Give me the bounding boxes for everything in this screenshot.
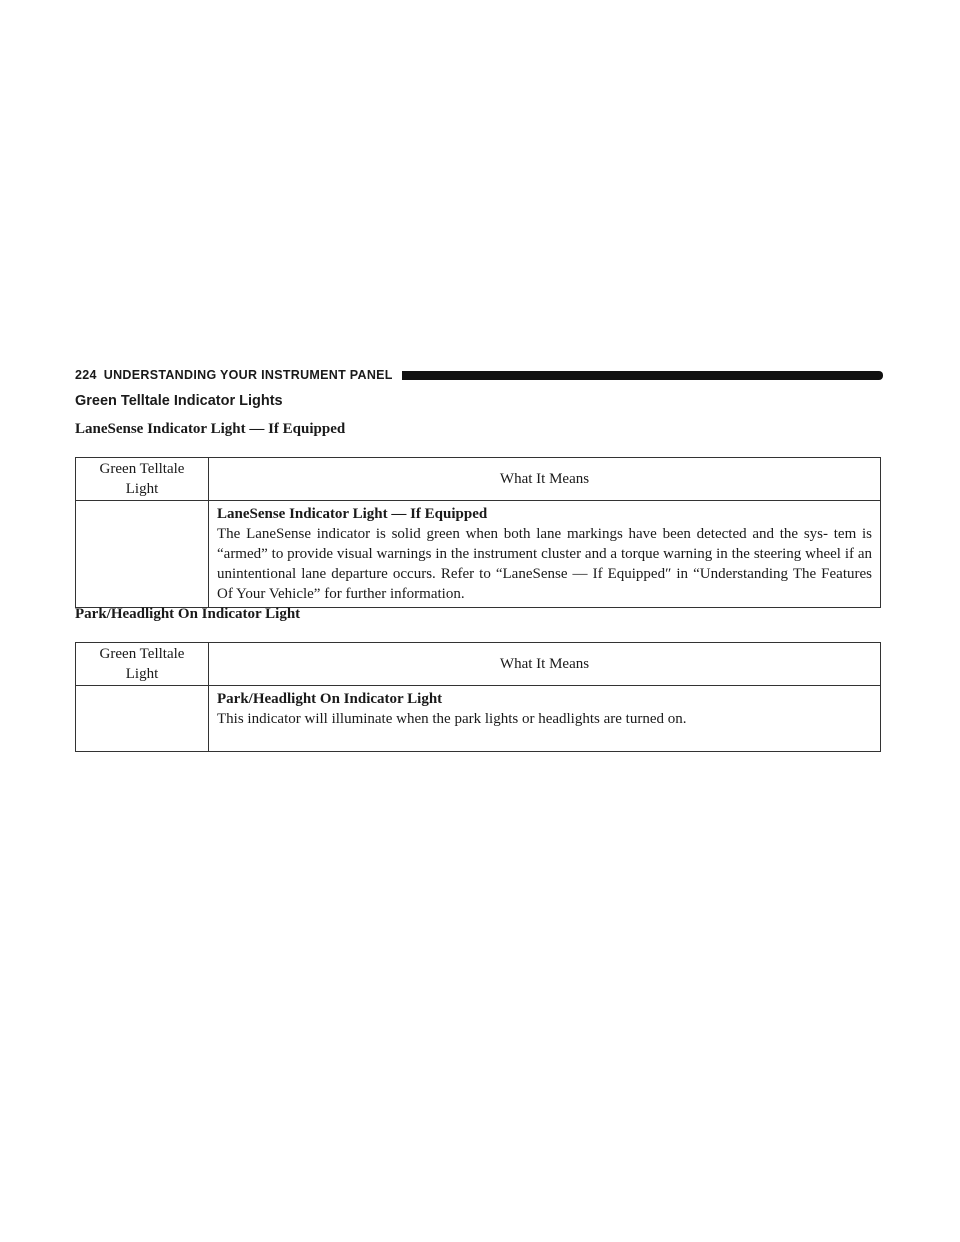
- entry-text: This indicator will illuminate when the park lights or headlights are turned on.: [217, 711, 687, 727]
- column-header-telltale: Green Telltale Light: [76, 643, 209, 686]
- section-title: Green Telltale Indicator Lights: [75, 393, 283, 409]
- column-header-meaning: What It Means: [209, 643, 881, 686]
- page-number: 224: [75, 368, 97, 382]
- meaning-cell: [209, 501, 881, 608]
- entry-text: The LaneSense indicator is solid green when both lane markings have been detected and the sys- tem is “armed” to provide visual warnings in the instrument cluster and a torque warning in the steering wheel if an unintentional lane departure occurs. Refer to “LaneSense — If Equipped″ in “Understanding The Features Of Your Vehicle” for further information.: [217, 526, 872, 602]
- running-section-title: UNDERSTANDING YOUR INSTRUMENT PANEL: [103, 368, 393, 382]
- table-header-row: [76, 458, 881, 501]
- table-header-row: [76, 643, 881, 686]
- park-headlight-heading: Park/Headlight On Indicator Light: [75, 606, 301, 622]
- lanesense-heading: LaneSense Indicator Light — If Equipped: [75, 421, 346, 437]
- park-headlight-icon: [76, 686, 209, 752]
- table-row: [76, 501, 881, 608]
- lanesense-icon: [76, 501, 209, 608]
- entry-title: Park/Headlight On Indicator Light: [217, 691, 443, 707]
- page-header: [75, 366, 883, 384]
- lanesense-table: [75, 457, 881, 608]
- column-header-telltale: Green Telltale Light: [76, 458, 209, 501]
- park-headlight-table: [75, 642, 881, 752]
- entry-title: LaneSense Indicator Light — If Equipped: [217, 506, 488, 522]
- header-rule: [402, 371, 883, 380]
- meaning-cell: [209, 686, 881, 752]
- table-row: [76, 686, 881, 752]
- column-header-meaning: What It Means: [209, 458, 881, 501]
